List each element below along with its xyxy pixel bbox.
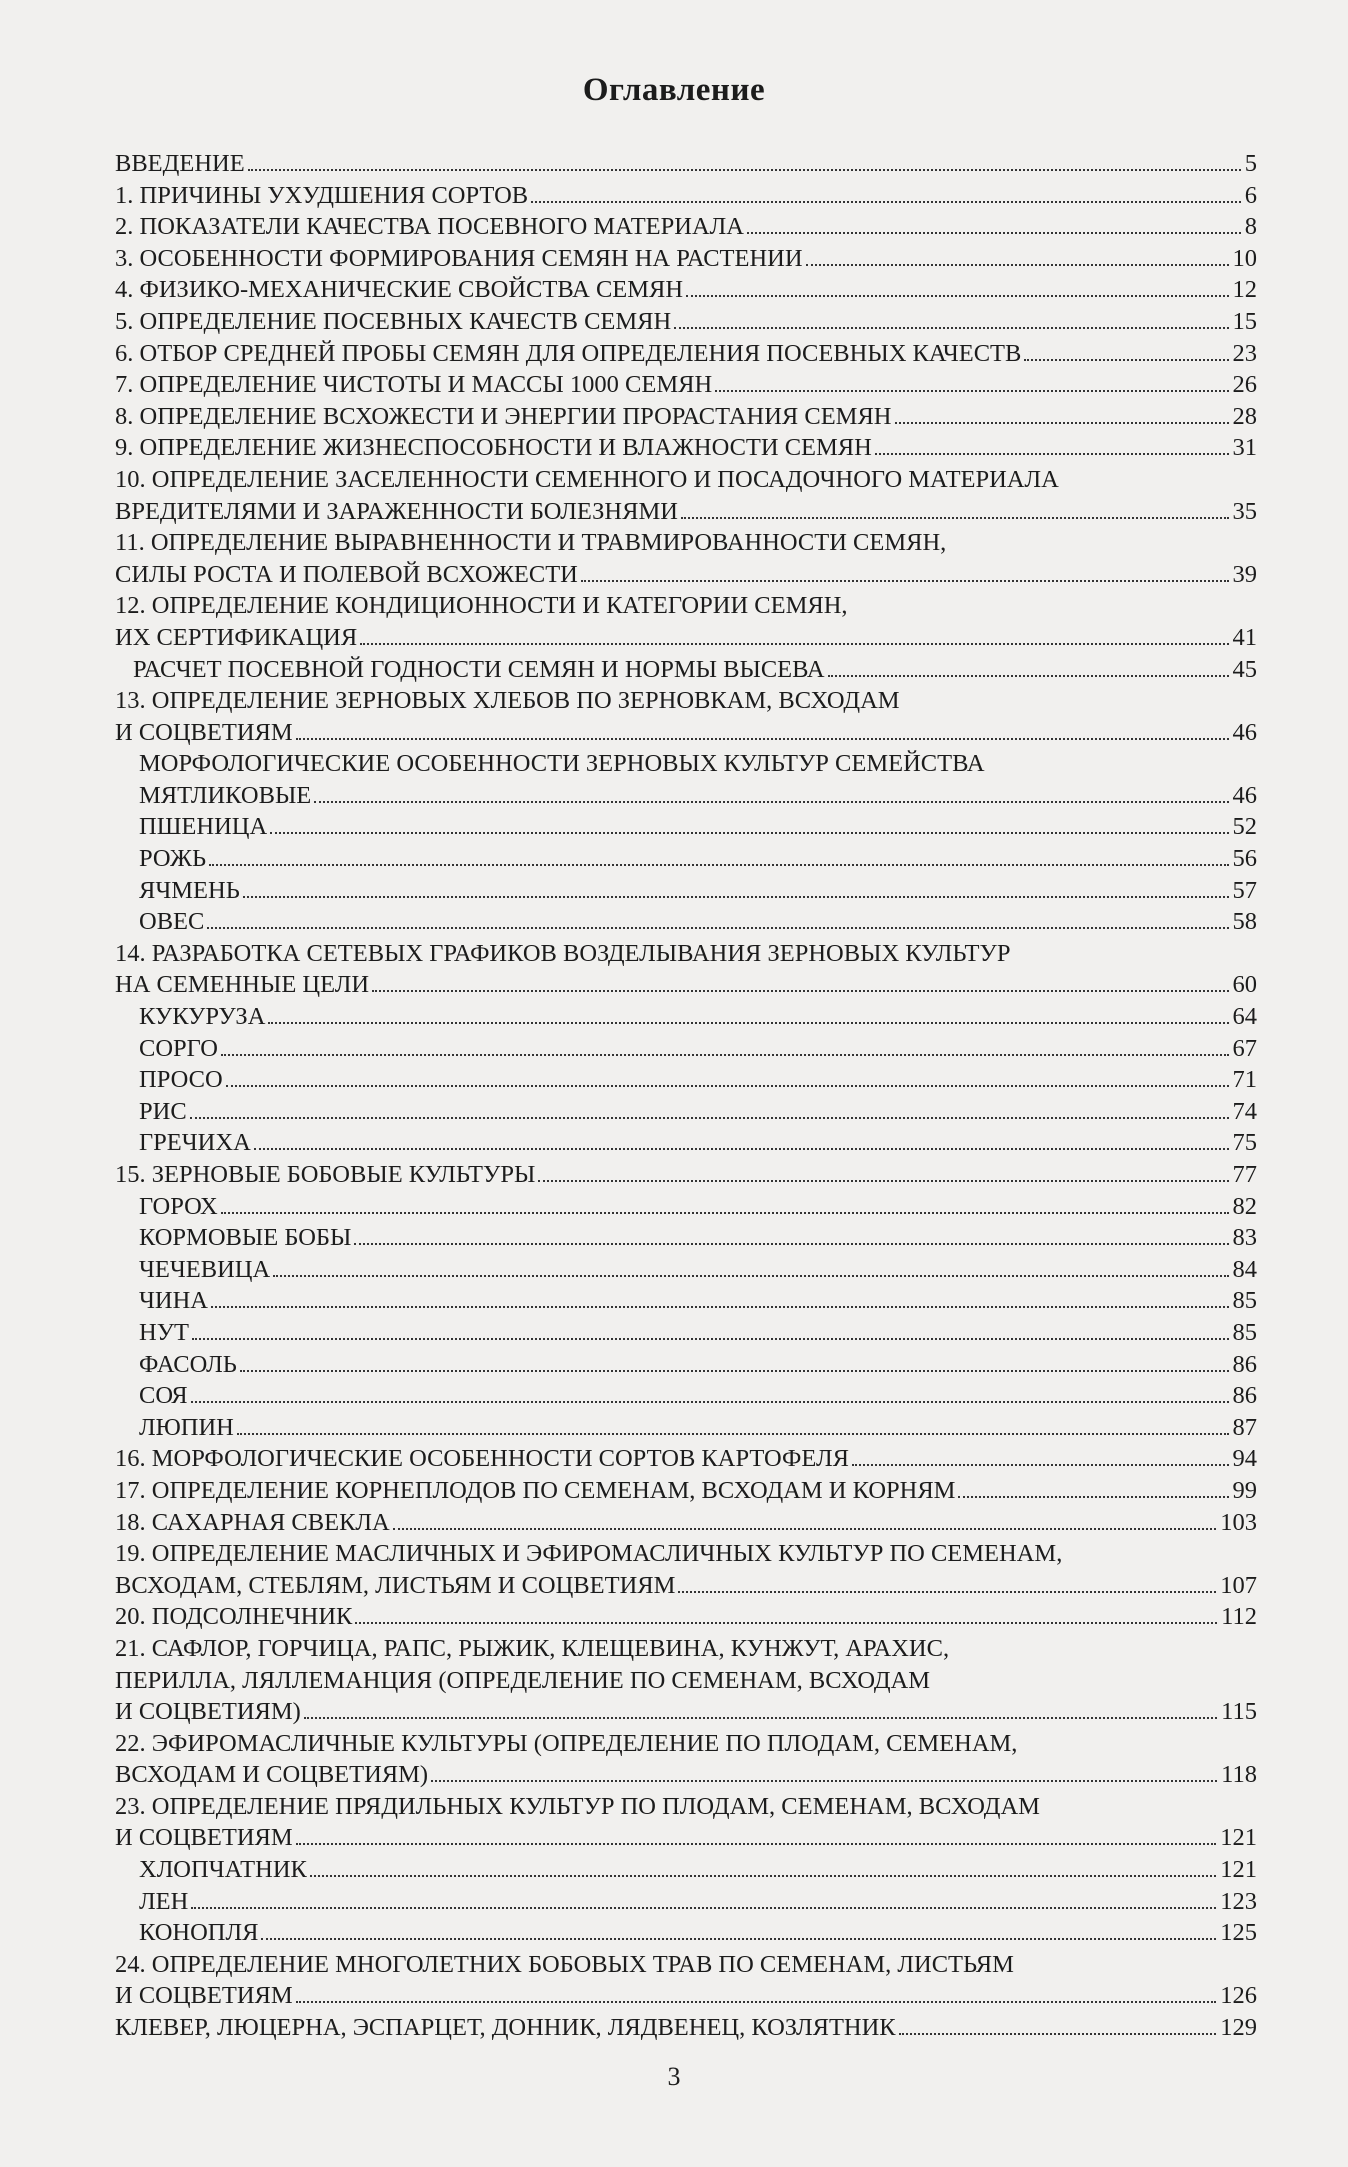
- toc-entry: [115, 306, 1257, 338]
- toc-entry-text: КЛЕВЕР, ЛЮЦЕРНА, ЭСПАРЦЕТ, ДОННИК, ЛЯДВЕНЕЦ, КОЗЛЯТНИК: [115, 2014, 896, 2042]
- toc-entry-line: [115, 1475, 1257, 1507]
- toc-page-number: 39: [1232, 560, 1257, 588]
- toc-entry-text: ГОРОХ: [139, 1192, 218, 1220]
- toc-entry-text: 2. ПОКАЗАТЕЛИ КАЧЕСТВА ПОСЕВНОГО МАТЕРИАЛА: [115, 213, 744, 241]
- toc-entry-text: НУТ: [139, 1318, 190, 1346]
- dot-leader: [226, 1085, 1229, 1087]
- toc-entry-text: 9. ОПРЕДЕЛЕНИЕ ЖИЗНЕСПОСОБНОСТИ И ВЛАЖНОСТИ СЕМЯН: [115, 434, 872, 462]
- toc-entry-text: СОРГО: [139, 1034, 218, 1062]
- dot-leader: [852, 1464, 1229, 1466]
- toc-entry-text: ФАСОЛЬ: [139, 1350, 237, 1378]
- toc-page-number: 123: [1220, 1887, 1257, 1915]
- dot-leader: [221, 1212, 1229, 1214]
- toc-page-number: 71: [1232, 1066, 1257, 1094]
- toc-entry-text: КОРМОВЫЕ БОБЫ: [139, 1224, 352, 1252]
- toc-entry: [115, 1096, 1257, 1128]
- toc-entry: [115, 1886, 1257, 1918]
- toc-entry: [115, 1949, 1257, 2012]
- toc-entry: [115, 654, 1257, 686]
- dot-leader: [875, 453, 1229, 455]
- toc-entry: [115, 1159, 1257, 1191]
- toc-entry-text: МОРФОЛОГИЧЕСКИЕ ОСОБЕННОСТИ ЗЕРНОВЫХ КУЛЬТУР СЕМЕЙСТВА: [139, 750, 985, 778]
- toc-entry-text: 5. ОПРЕДЕЛЕНИЕ ПОСЕВНЫХ КАЧЕСТВ СЕМЯН: [115, 307, 672, 335]
- toc-entry-line: [115, 1443, 1257, 1475]
- toc-entry-text: ЧЕЧЕВИЦА: [139, 1255, 271, 1283]
- toc-entry-text: НА СЕМЕННЫЕ ЦЕЛИ: [115, 971, 370, 999]
- toc-entry-text: ВВЕДЕНИЕ: [115, 150, 245, 177]
- dot-leader: [686, 295, 1228, 297]
- dot-leader: [270, 832, 1228, 834]
- toc-entry: [115, 685, 1257, 748]
- dot-leader: [715, 390, 1228, 392]
- dot-leader: [192, 1338, 1228, 1340]
- toc-page-number: 57: [1232, 876, 1257, 904]
- toc-page-number: 103: [1220, 1508, 1257, 1536]
- toc-page-number: 126: [1220, 1982, 1257, 2010]
- toc-entry-text: СОЯ: [139, 1382, 188, 1410]
- toc-entry-line: [139, 811, 1257, 843]
- toc-entry-line: [115, 369, 1257, 401]
- toc-entry-text: 17. ОПРЕДЕЛЕНИЕ КОРНЕПЛОДОВ ПО СЕМЕНАМ, ВСХОДАМ И КОРНЯМ: [115, 1476, 956, 1504]
- toc-page-number: 31: [1232, 434, 1257, 462]
- toc-entry-line: [139, 1917, 1257, 1949]
- toc-page-number: 77: [1232, 1161, 1257, 1188]
- toc-entry-line: [115, 180, 1257, 212]
- toc-page-number: 52: [1232, 813, 1257, 841]
- toc-entry-line: [115, 1159, 1257, 1191]
- dot-leader: [581, 580, 1229, 582]
- toc-entry-text: И СОЦВЕТИЯМ): [115, 1698, 301, 1726]
- toc-entry-text: КУКУРУЗА: [139, 1003, 266, 1031]
- toc-entry: [115, 1001, 1257, 1033]
- toc-entry-text: КОНОПЛЯ: [139, 1919, 259, 1947]
- toc-page-number: 74: [1232, 1097, 1257, 1125]
- toc-entry-text: 20. ПОДСОЛНЕЧНИК: [115, 1603, 353, 1631]
- toc-entry: [115, 1538, 1257, 1601]
- toc-entry-line: [115, 2012, 1257, 2044]
- toc-page-number: 125: [1220, 1919, 1257, 1947]
- toc-entry: [115, 1475, 1257, 1507]
- toc-page-number: 41: [1232, 623, 1257, 651]
- dot-leader: [221, 1054, 1229, 1056]
- toc-entry: [115, 748, 1257, 811]
- toc-entry-line: [139, 1064, 1257, 1096]
- dot-leader: [828, 675, 1229, 677]
- toc-entry-line: [133, 654, 1257, 686]
- toc-entry: [115, 1222, 1257, 1254]
- dot-leader: [538, 1180, 1228, 1182]
- dot-leader: [211, 1306, 1228, 1308]
- toc-entry: [115, 938, 1257, 1001]
- dot-leader: [372, 990, 1228, 992]
- dot-leader: [237, 1433, 1229, 1435]
- toc-entry: [115, 1633, 1257, 1728]
- toc-page-number: 107: [1220, 1571, 1257, 1599]
- dot-leader: [354, 1243, 1228, 1245]
- toc-page-number: 129: [1220, 2014, 1257, 2042]
- toc-entry-text: РОЖЬ: [139, 845, 207, 873]
- toc-entry-text: ВСХОДАМ, СТЕБЛЯМ, ЛИСТЬЯМ И СОЦВЕТИЯМ: [115, 1571, 676, 1599]
- toc-page-number: 75: [1232, 1129, 1257, 1157]
- toc-entry-text: 14. РАЗРАБОТКА СЕТЕВЫХ ГРАФИКОВ ВОЗДЕЛЫВАНИЯ ЗЕРНОВЫХ КУЛЬТУР: [115, 939, 1011, 967]
- dot-leader: [895, 422, 1229, 424]
- toc-entry-text: РИС: [139, 1097, 187, 1125]
- dot-leader: [310, 1875, 1216, 1877]
- toc-entry-line: [139, 875, 1257, 907]
- toc-entry-line: [139, 1285, 1257, 1317]
- dot-leader: [190, 1117, 1229, 1119]
- toc-page-number: 60: [1232, 971, 1257, 999]
- toc-entry: [115, 464, 1257, 527]
- dot-leader: [681, 517, 1229, 519]
- toc-page-number: 58: [1232, 908, 1257, 936]
- toc-entry-line: [115, 432, 1257, 464]
- toc-entry: [115, 875, 1257, 907]
- toc-entry-text: 22. ЭФИРОМАСЛИЧНЫЕ КУЛЬТУРЫ (ОПРЕДЕЛЕНИЕ ПО ПЛОДАМ, СЕМЕНАМ,: [115, 1729, 1018, 1757]
- toc-entry-text: ОВЕС: [139, 908, 205, 936]
- toc-entry-text: СИЛЫ РОСТА И ПОЛЕВОЙ ВСХОЖЕСТИ: [115, 560, 578, 588]
- toc-entry-text: 21. САФЛОР, ГОРЧИЦА, РАПС, РЫЖИК, КЛЕЩЕВИНА, КУНЖУТ, АРАХИС,: [115, 1634, 950, 1662]
- toc-entry-text: И СОЦВЕТИЯМ: [115, 718, 293, 746]
- toc-entry: [115, 1033, 1257, 1065]
- toc-entry-text: 24. ОПРЕДЕЛЕНИЕ МНОГОЛЕТНИХ БОБОВЫХ ТРАВ ПО СЕМЕНАМ, ЛИСТЬЯМ: [115, 1950, 1014, 1978]
- toc-entry-line: [115, 1980, 1257, 2012]
- toc-entry-line: [115, 1507, 1257, 1539]
- toc-entry: [115, 906, 1257, 938]
- toc-entry-line: [139, 1412, 1257, 1444]
- toc-page-number: 5: [1244, 150, 1257, 177]
- toc-page-number: 46: [1232, 718, 1257, 746]
- toc-entry: [115, 590, 1257, 653]
- dot-leader: [1024, 359, 1228, 361]
- toc-entry-text: ЛЮПИН: [139, 1413, 234, 1441]
- toc-entry-line: [115, 938, 1257, 970]
- toc-entry-line: [115, 1633, 1257, 1665]
- toc-entry-line: [139, 780, 1257, 812]
- toc-entry: [115, 811, 1257, 843]
- toc-entry-text: 6. ОТБОР СРЕДНЕЙ ПРОБЫ СЕМЯН ДЛЯ ОПРЕДЕЛЕНИЯ ПОСЕВНЫХ КАЧЕСТВ: [115, 339, 1022, 367]
- toc-page-number: 94: [1232, 1445, 1257, 1473]
- toc-entry-text: 23. ОПРЕДЕЛЕНИЕ ПРЯДИЛЬНЫХ КУЛЬТУР ПО ПЛОДАМ, СЕМЕНАМ, ВСХОДАМ: [115, 1792, 1040, 1820]
- toc-entry: [115, 401, 1257, 433]
- toc-page-number: 12: [1232, 276, 1257, 304]
- dot-leader: [268, 1022, 1228, 1024]
- toc-entry-text: 11. ОПРЕДЕЛЕНИЕ ВЫРАВНЕННОСТИ И ТРАВМИРОВАННОСТИ СЕМЯН,: [115, 529, 947, 557]
- toc-page-number: 56: [1232, 845, 1257, 873]
- dot-leader: [431, 1780, 1217, 1782]
- toc-entry: [115, 274, 1257, 306]
- toc-entry-text: 8. ОПРЕДЕЛЕНИЕ ВСХОЖЕСТИ И ЭНЕРГИИ ПРОРАСТАНИЯ СЕМЯН: [115, 402, 892, 430]
- toc-page-number: 112: [1221, 1603, 1257, 1631]
- dot-leader: [360, 643, 1228, 645]
- toc-entry-text: 13. ОПРЕДЕЛЕНИЕ ЗЕРНОВЫХ ХЛЕБОВ ПО ЗЕРНОВКАМ, ВСХОДАМ: [115, 687, 900, 715]
- toc-entry-text: 4. ФИЗИКО-МЕХАНИЧЕСКИЕ СВОЙСТВА СЕМЯН: [115, 276, 684, 304]
- toc-entry: [115, 1601, 1257, 1633]
- toc-entry: [115, 1507, 1257, 1539]
- toc-entry-line: [139, 1886, 1257, 1918]
- toc-entry: [115, 369, 1257, 401]
- toc-entry-line: [115, 622, 1257, 654]
- toc-page-number: 84: [1232, 1255, 1257, 1283]
- dot-leader: [191, 1907, 1216, 1909]
- dot-leader: [261, 1938, 1216, 1940]
- toc-entry-text: ПЕРИЛЛА, ЛЯЛЛЕМАНЦИЯ (ОПРЕДЕЛЕНИЕ ПО СЕМЕНАМ, ВСХОДАМ: [115, 1666, 931, 1694]
- toc-entry-line: [139, 1222, 1257, 1254]
- toc-page-number: 86: [1232, 1382, 1257, 1410]
- toc-entry: [115, 1854, 1257, 1886]
- toc-page-number: 45: [1232, 655, 1257, 683]
- toc-entry: [115, 243, 1257, 275]
- dot-leader: [207, 927, 1228, 929]
- page-title: Оглавление: [582, 72, 766, 108]
- toc-entry-text: ЛЕН: [139, 1887, 189, 1915]
- toc-entry-line: [139, 843, 1257, 875]
- dot-leader: [240, 1370, 1229, 1372]
- dot-leader: [296, 1843, 1217, 1845]
- toc-entry-line: [115, 1696, 1257, 1728]
- toc-entry-text: ВСХОДАМ И СОЦВЕТИЯМ): [115, 1761, 429, 1789]
- toc-page-number: 83: [1232, 1224, 1257, 1252]
- toc-entry-text: ГРЕЧИХА: [139, 1129, 251, 1157]
- toc-entry-text: ВРЕДИТЕЛЯМИ И ЗАРАЖЕННОСТИ БОЛЕЗНЯМИ: [115, 497, 678, 525]
- dot-leader: [209, 864, 1228, 866]
- toc-page-number: 121: [1220, 1824, 1257, 1852]
- toc-entry-text: 19. ОПРЕДЕЛЕНИЕ МАСЛИЧНЫХ И ЭФИРОМАСЛИЧНЫХ КУЛЬТУР ПО СЕМЕНАМ,: [115, 1540, 1063, 1568]
- toc-entry: [115, 1412, 1257, 1444]
- toc-entry-text: 18. САХАРНАЯ СВЕКЛА: [115, 1508, 390, 1536]
- dot-leader: [296, 2001, 1217, 2003]
- toc-entry-line: [115, 464, 1257, 496]
- toc-entry: [115, 1380, 1257, 1412]
- toc-entry: [115, 1064, 1257, 1096]
- dot-leader: [674, 327, 1228, 329]
- toc-page-number: 28: [1232, 402, 1257, 430]
- toc-entry-line: [139, 1317, 1257, 1349]
- toc-entry-text: 7. ОПРЕДЕЛЕНИЕ ЧИСТОТЫ И МАССЫ 1000 СЕМЯН: [115, 371, 713, 399]
- page-number: 3: [667, 2062, 681, 2091]
- toc-entry-line: [115, 1665, 1257, 1697]
- toc-entry-text: И СОЦВЕТИЯМ: [115, 1982, 293, 2010]
- toc-entry: [115, 1191, 1257, 1223]
- toc-entry-text: 1. ПРИЧИНЫ УХУДШЕНИЯ СОРТОВ: [115, 181, 529, 209]
- toc-entry-line: [115, 1601, 1257, 1633]
- toc-entry-line: [115, 1949, 1257, 1981]
- toc-entry-text: ПРОСО: [139, 1066, 223, 1094]
- toc-entry-text: 10. ОПРЕДЕЛЕНИЕ ЗАСЕЛЕННОСТИ СЕМЕННОГО И ПОСАДОЧНОГО МАТЕРИАЛА: [115, 465, 1059, 493]
- toc-page-number: 118: [1221, 1761, 1257, 1789]
- dot-leader: [899, 2033, 1217, 2035]
- toc-entry-line: [115, 1791, 1257, 1823]
- toc-entry-line: [139, 748, 1257, 780]
- toc-entry-text: ПШЕНИЦА: [139, 813, 268, 841]
- toc-entry: [115, 2012, 1257, 2044]
- toc-entry-line: [139, 1033, 1257, 1065]
- toc-entry-line: [115, 969, 1257, 1001]
- toc-entry-line: [115, 243, 1257, 275]
- toc-entry-text: ЧИНА: [139, 1287, 209, 1315]
- toc-entry: [115, 148, 1257, 180]
- toc-entry: [115, 1791, 1257, 1854]
- toc-page-number: 35: [1232, 497, 1257, 525]
- toc-entry-line: [139, 1001, 1257, 1033]
- toc-page-number: 82: [1232, 1192, 1257, 1220]
- toc-entry-line: [115, 401, 1257, 433]
- dot-leader: [958, 1496, 1228, 1498]
- toc-entry: [115, 1728, 1257, 1791]
- toc-page-number: 26: [1232, 371, 1257, 399]
- toc-entry: [115, 432, 1257, 464]
- toc-entry-line: [115, 1822, 1257, 1854]
- dot-leader: [678, 1591, 1216, 1593]
- toc-page-number: 121: [1220, 1856, 1257, 1884]
- toc-entry: [115, 211, 1257, 243]
- toc-entry-line: [115, 527, 1257, 559]
- toc-entry-line: [139, 1380, 1257, 1412]
- toc-page-number: 85: [1232, 1318, 1257, 1346]
- toc-entry: [115, 527, 1257, 590]
- dot-leader: [806, 264, 1229, 266]
- dot-leader: [304, 1717, 1217, 1719]
- dot-leader: [248, 169, 1241, 171]
- toc-entry: [115, 180, 1257, 212]
- toc-entry: [115, 1317, 1257, 1349]
- dot-leader: [254, 1148, 1229, 1150]
- toc-entry-line: [115, 1570, 1257, 1602]
- toc-entry-line: [115, 211, 1257, 243]
- dot-leader: [243, 896, 1229, 898]
- toc-page-number: 99: [1232, 1476, 1257, 1504]
- toc-entry-text: 15. ЗЕРНОВЫЕ БОБОВЫЕ КУЛЬТУРЫ: [115, 1161, 536, 1188]
- toc-page-number: 64: [1232, 1003, 1257, 1031]
- toc-entry-line: [139, 1349, 1257, 1381]
- toc-entry-line: [139, 1096, 1257, 1128]
- toc-page-number: 15: [1232, 307, 1257, 335]
- toc-entry-line: [115, 590, 1257, 622]
- toc-entry: [115, 1285, 1257, 1317]
- toc-page-number: 86: [1232, 1350, 1257, 1378]
- toc-entry-line: [139, 1127, 1257, 1159]
- dot-leader: [747, 232, 1241, 234]
- toc-entry-text: ХЛОПЧАТНИК: [139, 1856, 307, 1884]
- toc-entry-line: [139, 1854, 1257, 1886]
- dot-leader: [296, 738, 1229, 740]
- toc-entry-text: И СОЦВЕТИЯМ: [115, 1824, 293, 1852]
- dot-leader: [191, 1401, 1229, 1403]
- toc-entry-line: [115, 559, 1257, 591]
- table-of-contents: [115, 148, 1257, 2044]
- toc-entry: [115, 1127, 1257, 1159]
- toc-entry-text: 16. МОРФОЛОГИЧЕСКИЕ ОСОБЕННОСТИ СОРТОВ КАРТОФЕЛЯ: [115, 1445, 849, 1473]
- toc-page-number: 23: [1232, 339, 1257, 367]
- toc-entry-line: [139, 906, 1257, 938]
- dot-leader: [355, 1622, 1217, 1624]
- toc-page-number: 85: [1232, 1287, 1257, 1315]
- dot-leader: [531, 201, 1241, 203]
- dot-leader: [314, 801, 1228, 803]
- toc-entry-line: [115, 306, 1257, 338]
- toc-entry: [115, 1254, 1257, 1286]
- toc-page-number: 67: [1232, 1034, 1257, 1062]
- toc-entry-text: МЯТЛИКОВЫЕ: [139, 781, 312, 809]
- dot-leader: [393, 1528, 1217, 1530]
- toc-entry-text: 12. ОПРЕДЕЛЕНИЕ КОНДИЦИОННОСТИ И КАТЕГОРИИ СЕМЯН,: [115, 592, 848, 620]
- toc-entry-line: [115, 1759, 1257, 1791]
- toc-entry: [115, 1917, 1257, 1949]
- dot-leader: [273, 1275, 1228, 1277]
- toc-entry: [115, 1443, 1257, 1475]
- toc-entry: [115, 338, 1257, 370]
- toc-page-number: 8: [1244, 213, 1257, 241]
- toc-entry: [115, 1349, 1257, 1381]
- toc-entry-text: РАСЧЕТ ПОСЕВНОЙ ГОДНОСТИ СЕМЯН И НОРМЫ ВЫСЕВА: [133, 655, 825, 683]
- toc-entry-line: [115, 1728, 1257, 1760]
- toc-entry-text: 3. ОСОБЕННОСТИ ФОРМИРОВАНИЯ СЕМЯН НА РАСТЕНИИ: [115, 244, 803, 272]
- toc-page-number: 46: [1232, 781, 1257, 809]
- toc-entry-line: [115, 338, 1257, 370]
- toc-entry-line: [115, 1538, 1257, 1570]
- toc-entry: [115, 843, 1257, 875]
- toc-entry-text: ЯЧМЕНЬ: [139, 876, 240, 904]
- toc-entry-line: [139, 1191, 1257, 1223]
- toc-entry-line: [115, 717, 1257, 749]
- toc-entry-line: [115, 148, 1257, 180]
- toc-page-number: 6: [1244, 181, 1257, 209]
- toc-page-number: 10: [1232, 244, 1257, 272]
- toc-page-number: 115: [1221, 1698, 1257, 1726]
- toc-entry-line: [115, 274, 1257, 306]
- toc-entry-line: [115, 496, 1257, 528]
- toc-entry-line: [139, 1254, 1257, 1286]
- toc-entry-text: ИХ СЕРТИФИКАЦИЯ: [115, 623, 358, 651]
- toc-entry-line: [115, 685, 1257, 717]
- toc-page-number: 87: [1232, 1413, 1257, 1441]
